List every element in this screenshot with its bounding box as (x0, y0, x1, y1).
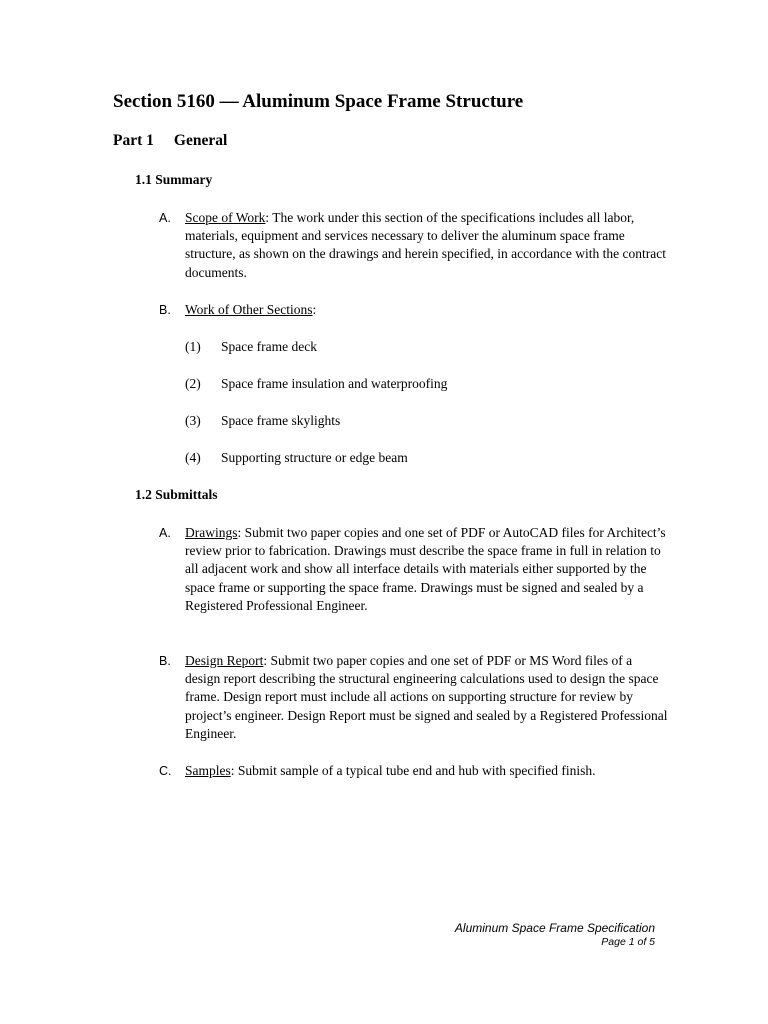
item-text: : (312, 302, 317, 317)
item-text: : Submit sample of a typical tube end and hub with specified finish. (230, 763, 596, 778)
summary-item-b (159, 301, 669, 319)
list-item (185, 375, 447, 393)
section-title: Section 5160 — Aluminum Space Frame Structure (113, 91, 524, 112)
submittals-item-c (159, 762, 669, 780)
list-item-number: (4) (185, 450, 201, 465)
item-text: : Submit two paper copies and one set of PDF or MS Word files of a design report describing the structural engineering calculations used to design the space frame. Design report must include all actions on supporting structure for review by project’s engineer. Design Report must be signed and sealed by a Registered Professional Engineer. (185, 653, 668, 741)
footer-page-number: Page 1 of 5 (601, 936, 655, 948)
item-letter: B. (159, 654, 171, 668)
list-item-text: Space frame skylights (221, 413, 341, 428)
item-letter: C. (159, 764, 172, 778)
item-letter: A. (159, 526, 171, 540)
part-number: Part 1 (113, 132, 154, 149)
item-text: : Submit two paper copies and one set of PDF or AutoCAD files for Architect’s review prior to fabrication. Drawings must describe the space frame in full in relation to all adjacent work and show all interface details with materials either supported by the space frame or supporting the space frame. Drawings must be signed and sealed by a Registered Professional Engineer. (185, 525, 666, 613)
page-footer (455, 921, 655, 949)
part-name: General (173, 132, 228, 149)
item-letter: A. (159, 211, 171, 225)
list-item-number: (1) (185, 339, 201, 354)
list-item-number: (2) (185, 376, 201, 391)
submittals-item-a (159, 524, 669, 615)
submittals-item-b (159, 652, 669, 743)
item-label-samples: Samples (185, 763, 231, 778)
item-text: : The work under this section of the specifications includes all labor, materials, equipment and services necessary to deliver the aluminum space frame structure, as shown on the drawings and herein specified, in accordance with the contract documents. (185, 210, 666, 280)
item-label-drawings: Drawings (185, 525, 238, 540)
subsection-heading-submittals: 1.2 Submittals (135, 487, 218, 502)
list-item (185, 449, 408, 467)
item-label-scope-of-work: Scope of Work (185, 210, 266, 225)
list-item-number: (3) (185, 413, 201, 428)
list-item (185, 338, 317, 356)
item-label-work-of-other-sections: Work of Other Sections (185, 302, 313, 317)
subsection-heading-summary: 1.1 Summary (135, 172, 213, 187)
footer-document-title: Aluminum Space Frame Specification (454, 921, 655, 935)
part-heading (113, 132, 227, 150)
item-label-design-report: Design Report (185, 653, 264, 668)
summary-item-a (159, 209, 669, 282)
list-item (185, 412, 340, 430)
item-letter: B. (159, 303, 171, 317)
list-item-text: Space frame insulation and waterproofing (221, 376, 448, 391)
list-item-text: Space frame deck (221, 339, 317, 354)
list-item-text: Supporting structure or edge beam (221, 450, 408, 465)
